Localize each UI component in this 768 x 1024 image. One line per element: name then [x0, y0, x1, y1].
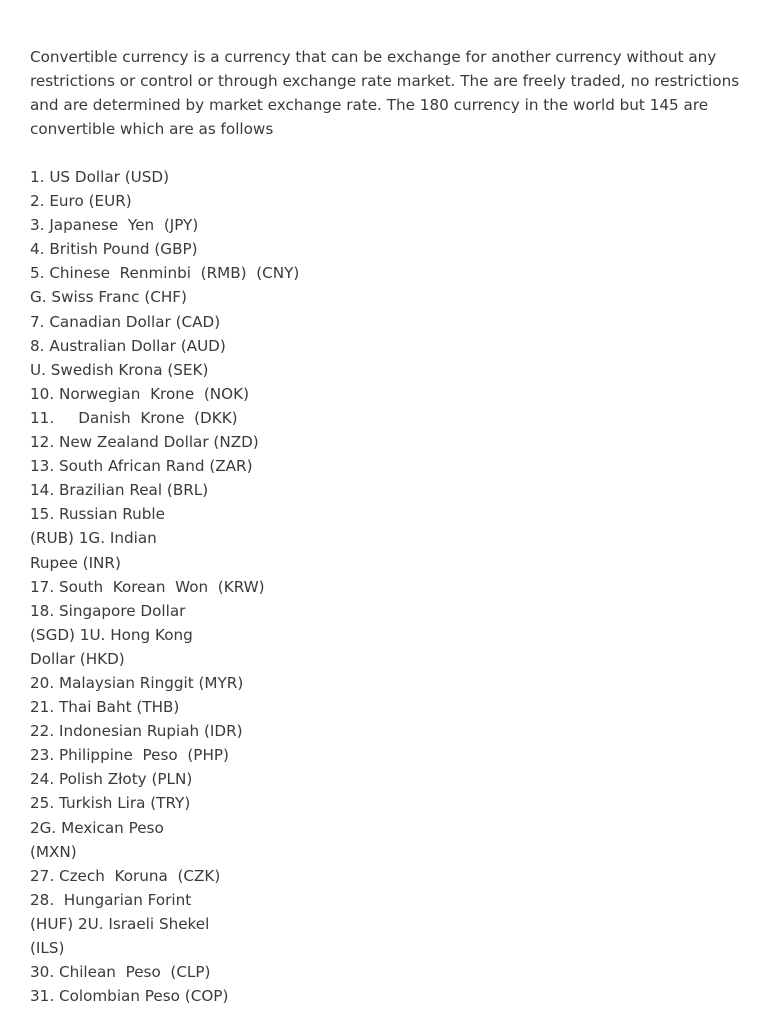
list-item: (SGD) 1U. Hong Kong — [30, 625, 193, 644]
list-item: 10. Norwegian Krone (NOK) — [30, 384, 250, 403]
list-item: 22. Indonesian Rupiah (IDR) — [30, 722, 243, 741]
document-page — [30, 45, 742, 1008]
list-item: 4. British Pound (GBP) — [30, 240, 198, 259]
list-item: 17. South Korean Won (KRW) — [30, 577, 265, 596]
list-item: Rupee (INR) — [30, 553, 121, 572]
list-item: 21. Thai Baht (THB) — [30, 698, 180, 717]
list-item: 31. Colombian Peso (COP) — [30, 987, 229, 1006]
currency-list — [30, 165, 742, 1008]
list-item: 28. Hungarian Forint — [30, 890, 192, 909]
list-item: 18. Singapore Dollar — [30, 601, 186, 620]
intro-paragraph: Convertible currency is a currency that can be exchange for another currency without any restrictions or control or through exchange rate market. The are freely traded, no restrictions and are determined by market exchange rate. The 180 currency in the world but 145 are convertible which are as follows — [30, 48, 740, 138]
list-item: (HUF) 2U. Israeli Shekel — [30, 914, 210, 933]
list-item: 1. US Dollar (USD) — [30, 168, 170, 186]
list-item: 3. Japanese Yen (JPY) — [30, 216, 199, 235]
list-item: 25. Turkish Lira (TRY) — [30, 794, 191, 813]
list-item: (MXN) — [30, 842, 77, 861]
list-item: 5. Chinese Renminbi (RMB) (CNY) — [30, 264, 300, 283]
list-item: 20. Malaysian Ringgit (MYR) — [30, 673, 244, 692]
list-item: 13. South African Rand (ZAR) — [30, 457, 253, 476]
list-item: 12. New Zealand Dollar (NZD) — [30, 433, 259, 452]
list-item: Dollar (HKD) — [30, 649, 125, 668]
list-item: 7. Canadian Dollar (CAD) — [30, 312, 221, 331]
list-item: 14. Brazilian Real (BRL) — [30, 481, 209, 500]
list-item: G. Swiss Franc (CHF) — [30, 288, 187, 307]
list-item: 24. Polish Złoty (PLN) — [30, 770, 193, 789]
list-item: 2G. Mexican Peso — [30, 818, 164, 837]
list-item: (ILS) — [30, 939, 65, 957]
list-item: 15. Russian Ruble — [30, 505, 165, 524]
list-item: 11. Danish Krone (DKK) — [30, 408, 238, 427]
list-item: 8. Australian Dollar (AUD) — [30, 336, 226, 355]
list-item: U. Swedish Krona (SEK) — [30, 360, 209, 379]
list-item: 23. Philippine Peso (PHP) — [30, 746, 229, 765]
list-item: 30. Chilean Peso (CLP) — [30, 963, 211, 982]
list-item: 2. Euro (EUR) — [30, 192, 132, 211]
list-item: 27. Czech Koruna (CZK) — [30, 866, 221, 885]
list-item: (RUB) 1G. Indian — [30, 529, 157, 548]
